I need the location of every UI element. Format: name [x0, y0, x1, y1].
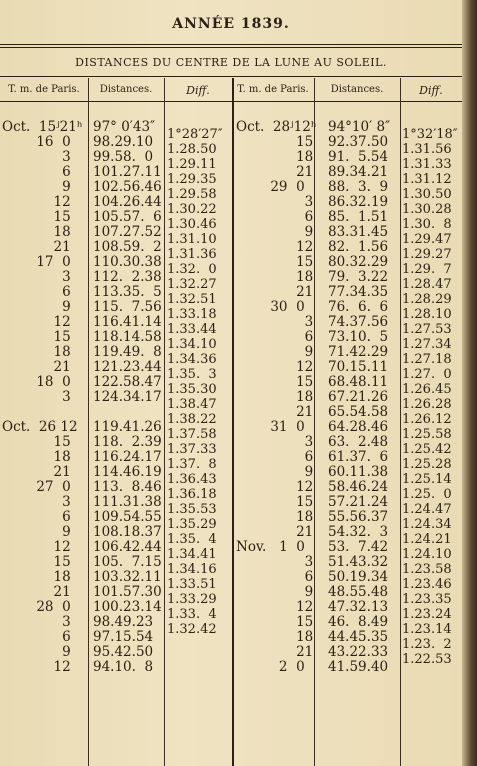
- diff-cell: 1.24.10: [402, 547, 452, 562]
- time-cell: 21: [2, 359, 71, 375]
- distance-cell: 55.56.37: [328, 509, 389, 525]
- distance-cell: 108.59. 2: [93, 239, 162, 255]
- distance-cell: 98.49.23: [93, 614, 154, 630]
- distance-cell: 99.58. 0: [93, 149, 154, 165]
- time-cell: 9: [2, 524, 71, 540]
- time-cell: 30 0: [236, 299, 305, 315]
- distance-cell: 70.15.11: [328, 359, 389, 375]
- time-cell: 18: [2, 224, 71, 240]
- top-rule: [0, 44, 462, 45]
- time-cell: 18: [236, 269, 314, 285]
- distance-cell: 97.15.54: [93, 629, 154, 645]
- diff-cell: 1.37. 8: [167, 457, 217, 472]
- distance-cell: 105.57. 6: [93, 209, 162, 225]
- time-cell: 15: [2, 554, 71, 570]
- diff-cell: 1.28.29: [402, 292, 452, 307]
- diff-cell: 1.35. 3: [167, 367, 217, 382]
- time-cell: 12: [2, 194, 71, 210]
- diff-cell: 1.23. 2: [402, 637, 452, 652]
- diff-cell: 1.28.47: [402, 277, 452, 292]
- time-cell: 21: [236, 404, 314, 420]
- diff-cell: 1.36.43: [167, 472, 217, 487]
- time-cell: 3: [2, 149, 71, 165]
- distance-cell: 108.18.37: [93, 524, 162, 540]
- header-distances-right: Distances.: [330, 84, 384, 95]
- distance-cell: 103.32.11: [93, 569, 162, 585]
- diff-cell: 1.25.28: [402, 457, 452, 472]
- diff-cell: 1.26.45: [402, 382, 452, 397]
- time-cell: 12: [236, 359, 314, 375]
- diff-cell: 1°28′27″: [167, 127, 223, 142]
- distance-cell: 122.58.47: [93, 374, 162, 390]
- diff-cell: 1.27.34: [402, 337, 452, 352]
- diff-cell: 1.34.16: [167, 562, 217, 577]
- time-cell: 9: [2, 299, 71, 315]
- diff-cell: 1.32. 0: [167, 262, 217, 277]
- distance-cell: 124.34.17: [93, 389, 162, 405]
- time-cell: 18: [236, 509, 314, 525]
- diff-cell: 1.23.46: [402, 577, 452, 592]
- time-cell: 28 0: [2, 599, 71, 615]
- distance-cell: 79. 3.22: [328, 269, 389, 285]
- diff-cell: 1.29.35: [167, 172, 217, 187]
- time-cell: 15: [2, 329, 71, 345]
- diff-cell: 1.23.35: [402, 592, 452, 607]
- distance-cell: 73.10. 5: [328, 329, 389, 345]
- time-cell: 12: [2, 659, 71, 675]
- diff-cell: 1.36.18: [167, 487, 217, 502]
- diff-cell: 1.31.10: [167, 232, 217, 247]
- time-cell: 9: [236, 584, 314, 600]
- diff-cell: 1.33. 4: [167, 607, 217, 622]
- diff-cell: 1.35.29: [167, 517, 217, 532]
- diff-cell: 1.29.47: [402, 232, 452, 247]
- diff-cell: 1.27.18: [402, 352, 452, 367]
- diff-cell: 1.35.30: [167, 382, 217, 397]
- time-cell: 18: [236, 149, 314, 165]
- diff-cell: 1.38.22: [167, 412, 217, 427]
- time-cell: 17 0: [2, 254, 71, 270]
- distance-cell: 50.19.34: [328, 569, 389, 585]
- header-diff-left: Diff.: [186, 84, 210, 97]
- distance-cell: 80.32.29: [328, 254, 389, 270]
- time-cell: 15: [236, 614, 314, 630]
- diff-cell: 1.29. 7: [402, 262, 452, 277]
- diff-cell: 1.35. 4: [167, 532, 217, 547]
- diff-cell: 1.26.28: [402, 397, 452, 412]
- diff-cell: 1.30.46: [167, 217, 217, 232]
- distance-cell: 67.21.26: [328, 389, 389, 405]
- distance-cell: 46. 8.49: [328, 614, 389, 630]
- diff-cell: 1.35.53: [167, 502, 217, 517]
- distance-cell: 114.46.19: [93, 464, 162, 480]
- time-cell: 3: [236, 194, 314, 210]
- distance-cell: 85. 1.51: [328, 209, 389, 225]
- table-title: DISTANCES DU CENTRE DE LA LUNE AU SOLEIL.: [75, 56, 387, 69]
- diff-cell: 1.22.53: [402, 652, 452, 667]
- col-divider: [88, 78, 89, 766]
- center-divider: [232, 78, 234, 766]
- time-cell: 18: [236, 389, 314, 405]
- time-cell: 21: [236, 524, 314, 540]
- diff-cell: 1.33.29: [167, 592, 217, 607]
- left-time-column: [2, 120, 88, 675]
- distance-cell: 115. 7.56: [93, 299, 162, 315]
- distance-cell: 119.49. 8: [93, 344, 162, 360]
- diff-cell: 1.26.12: [402, 412, 452, 427]
- time-cell: 9: [236, 344, 314, 360]
- distance-cell: 113. 8.46: [93, 479, 162, 495]
- diff-cell: 1.37.58: [167, 427, 217, 442]
- time-cell: 12: [236, 239, 314, 255]
- diff-cell: 1.31.56: [402, 142, 452, 157]
- time-cell: 15: [236, 134, 314, 150]
- diff-cell: 1.34.36: [167, 352, 217, 367]
- distance-cell: 82. 1.56: [328, 239, 389, 255]
- diff-cell: 1.27. 0: [402, 367, 452, 382]
- distance-cell: 86.32.19: [328, 194, 389, 210]
- diff-cell: 1.24.47: [402, 502, 452, 517]
- left-diff-column: [167, 127, 231, 637]
- time-cell: Oct. 28ʲ12ʰ: [236, 119, 317, 135]
- diff-cell: 1.23.14: [402, 622, 452, 637]
- distance-cell: 63. 2.48: [328, 434, 389, 450]
- distance-cell: 41.59.40: [328, 659, 389, 675]
- distance-cell: 68.48.11: [328, 374, 389, 390]
- time-cell: 18: [2, 449, 71, 465]
- distance-cell: 102.56.46: [93, 179, 162, 195]
- time-cell: 18 0: [2, 374, 71, 390]
- distance-cell: 109.54.55: [93, 509, 162, 525]
- time-cell: Oct. 26 12: [2, 419, 78, 435]
- distance-cell: 112. 2.38: [93, 269, 162, 285]
- time-cell: 15: [236, 494, 314, 510]
- diff-cell: 1.32.42: [167, 622, 217, 637]
- time-cell: 3: [2, 269, 71, 285]
- diff-cell: 1.31.12: [402, 172, 452, 187]
- diff-cell: 1.34.41: [167, 547, 217, 562]
- distance-cell: 107.27.52: [93, 224, 162, 240]
- diff-cell: 1.33.18: [167, 307, 217, 322]
- left-distances-column: [93, 120, 165, 675]
- distance-cell: 116.41.14: [93, 314, 162, 330]
- distance-cell: 43.22.33: [328, 644, 389, 660]
- header-top-rule: [0, 76, 462, 77]
- time-cell: 21: [2, 239, 71, 255]
- diff-cell: 1.33.51: [167, 577, 217, 592]
- time-cell: 6: [2, 509, 71, 525]
- col-divider: [400, 78, 401, 766]
- distance-cell: 54.32. 3: [328, 524, 389, 540]
- distance-cell: 89.34.21: [328, 164, 389, 180]
- distance-cell: 104.26.44: [93, 194, 162, 210]
- distance-cell: 88. 3. 9: [328, 179, 389, 195]
- time-cell: 6: [2, 284, 71, 300]
- time-cell: 3: [2, 494, 71, 510]
- time-cell: 21: [2, 464, 71, 480]
- time-cell: 9: [2, 644, 71, 660]
- time-cell: 6: [236, 209, 314, 225]
- diff-cell: 1.28.10: [402, 307, 452, 322]
- header-bottom-rule: [0, 101, 462, 102]
- distance-cell: 58.46.24: [328, 479, 389, 495]
- time-cell: 12: [236, 479, 314, 495]
- distance-cell: 47.32.13: [328, 599, 389, 615]
- diff-cell: 1.25.42: [402, 442, 452, 457]
- distance-cell: 57.21.24: [328, 494, 389, 510]
- time-cell: 9: [2, 179, 71, 195]
- diff-cell: 1.37.33: [167, 442, 217, 457]
- time-cell: 3: [236, 554, 314, 570]
- time-cell: 12: [236, 599, 314, 615]
- time-cell: 3: [236, 434, 314, 450]
- distance-cell: 64.28.46: [328, 419, 389, 435]
- right-diff-column: [402, 127, 462, 667]
- distance-cell: 48.55.48: [328, 584, 389, 600]
- diff-cell: 1.38.47: [167, 397, 217, 412]
- time-cell: 9: [236, 224, 314, 240]
- time-cell: 16 0: [2, 134, 71, 150]
- time-cell: 3: [236, 314, 314, 330]
- header-diff-right: Diff.: [419, 84, 443, 97]
- diff-cell: 1.30.28: [402, 202, 452, 217]
- diff-cell: 1.29.27: [402, 247, 452, 262]
- distance-cell: 118. 2.39: [93, 434, 162, 450]
- time-cell: 12: [2, 539, 71, 555]
- distance-cell: 113.35. 5: [93, 284, 162, 300]
- diff-cell: 1.24.34: [402, 517, 452, 532]
- header-time-right: T. m. de Paris.: [237, 84, 309, 95]
- diff-cell: 1.23.58: [402, 562, 452, 577]
- time-cell: 15: [236, 374, 314, 390]
- distance-cell: 53. 7.42: [328, 539, 389, 555]
- distance-cell: 97° 0′43″: [93, 119, 156, 135]
- distance-cell: 77.34.35: [328, 284, 389, 300]
- diff-cell: 1.24.21: [402, 532, 452, 547]
- time-cell: 6: [236, 449, 314, 465]
- distance-cell: 76. 6. 6: [328, 299, 389, 315]
- diff-cell: 1.25. 0: [402, 487, 452, 502]
- diff-cell: 1.25.14: [402, 472, 452, 487]
- diff-cell: 1.23.24: [402, 607, 452, 622]
- time-cell: 15: [2, 434, 71, 450]
- time-cell: Oct. 15ʲ21ʰ: [2, 119, 83, 135]
- distance-cell: 60.11.38: [328, 464, 389, 480]
- diff-cell: 1.28.50: [167, 142, 217, 157]
- diff-cell: 1.30.22: [167, 202, 217, 217]
- distance-cell: [93, 405, 165, 420]
- diff-cell: 1.33.44: [167, 322, 217, 337]
- time-cell: 6: [236, 329, 314, 345]
- diff-cell: 1.27.53: [402, 322, 452, 337]
- time-cell: 12: [2, 314, 71, 330]
- time-cell: 21: [236, 284, 314, 300]
- distance-cell: 101.57.30: [93, 584, 162, 600]
- distance-cell: 44.45.35: [328, 629, 389, 645]
- time-cell: 21: [2, 584, 71, 600]
- distance-cell: 118.14.58: [93, 329, 162, 345]
- time-cell: 3: [2, 389, 71, 405]
- diff-cell: 1.30. 8: [402, 217, 452, 232]
- time-cell: Nov. 1 0: [236, 539, 305, 555]
- distance-cell: 61.37. 6: [328, 449, 389, 465]
- diff-cell: 1.32.27: [167, 277, 217, 292]
- distance-cell: 94.10. 8: [93, 659, 154, 675]
- time-cell: 21: [236, 644, 314, 660]
- diff-cell: 1.34.10: [167, 337, 217, 352]
- distance-cell: 71.42.29: [328, 344, 389, 360]
- diff-cell: 1.25.58: [402, 427, 452, 442]
- distance-cell: 121.23.44: [93, 359, 162, 375]
- book-gutter: [462, 0, 477, 766]
- distance-cell: 110.30.38: [93, 254, 162, 270]
- time-cell: 15: [236, 254, 314, 270]
- distance-cell: 100.23.14: [93, 599, 162, 615]
- distance-cell: 94°10′ 8″: [328, 119, 391, 135]
- right-distances-column: [328, 120, 400, 675]
- time-cell: 29 0: [236, 179, 305, 195]
- time-cell: 6: [2, 164, 71, 180]
- time-cell: 3: [2, 614, 71, 630]
- diff-cell: 1°32′18″: [402, 127, 458, 142]
- time-cell: 2 0: [236, 659, 305, 675]
- time-cell: 9: [236, 464, 314, 480]
- distance-cell: 83.31.45: [328, 224, 389, 240]
- distance-cell: 95.42.50: [93, 644, 154, 660]
- distance-cell: 101.27.11: [93, 164, 162, 180]
- diff-cell: 1.29.58: [167, 187, 217, 202]
- distance-cell: 91. 5.54: [328, 149, 389, 165]
- time-cell: 27 0: [2, 479, 71, 495]
- distance-cell: 119.41.26: [93, 419, 162, 435]
- time-cell: 6: [236, 569, 314, 585]
- time-cell: 15: [2, 209, 71, 225]
- time-cell: 18: [236, 629, 314, 645]
- time-cell: 6: [2, 629, 71, 645]
- distance-cell: 105. 7.15: [93, 554, 162, 570]
- diff-cell: 1.29.11: [167, 157, 217, 172]
- header-distances-left: Distances.: [99, 84, 153, 95]
- time-cell: 18: [2, 344, 71, 360]
- distance-cell: 92.37.50: [328, 134, 389, 150]
- diff-cell: 1.31.36: [167, 247, 217, 262]
- time-cell: 18: [2, 569, 71, 585]
- distance-cell: 111.31.38: [93, 494, 162, 510]
- page-year-heading: ANNÉE 1839.: [172, 16, 290, 32]
- distance-cell: 116.24.17: [93, 449, 162, 465]
- distance-cell: 65.54.58: [328, 404, 389, 420]
- col-divider: [314, 78, 315, 766]
- time-cell: 21: [236, 164, 314, 180]
- header-time-left: T. m. de Paris.: [8, 84, 80, 95]
- right-time-column: [236, 119, 317, 675]
- top-rule-2: [0, 47, 462, 48]
- time-cell: [2, 405, 88, 420]
- diff-cell: 1.30.50: [402, 187, 452, 202]
- diff-cell: 1.31.33: [402, 157, 452, 172]
- distance-cell: 106.42.44: [93, 539, 162, 555]
- distance-cell: 74.37.56: [328, 314, 389, 330]
- diff-cell: 1.32.51: [167, 292, 217, 307]
- distance-cell: 51.43.32: [328, 554, 389, 570]
- distance-cell: 98.29.10: [93, 134, 154, 150]
- time-cell: 31 0: [236, 419, 305, 435]
